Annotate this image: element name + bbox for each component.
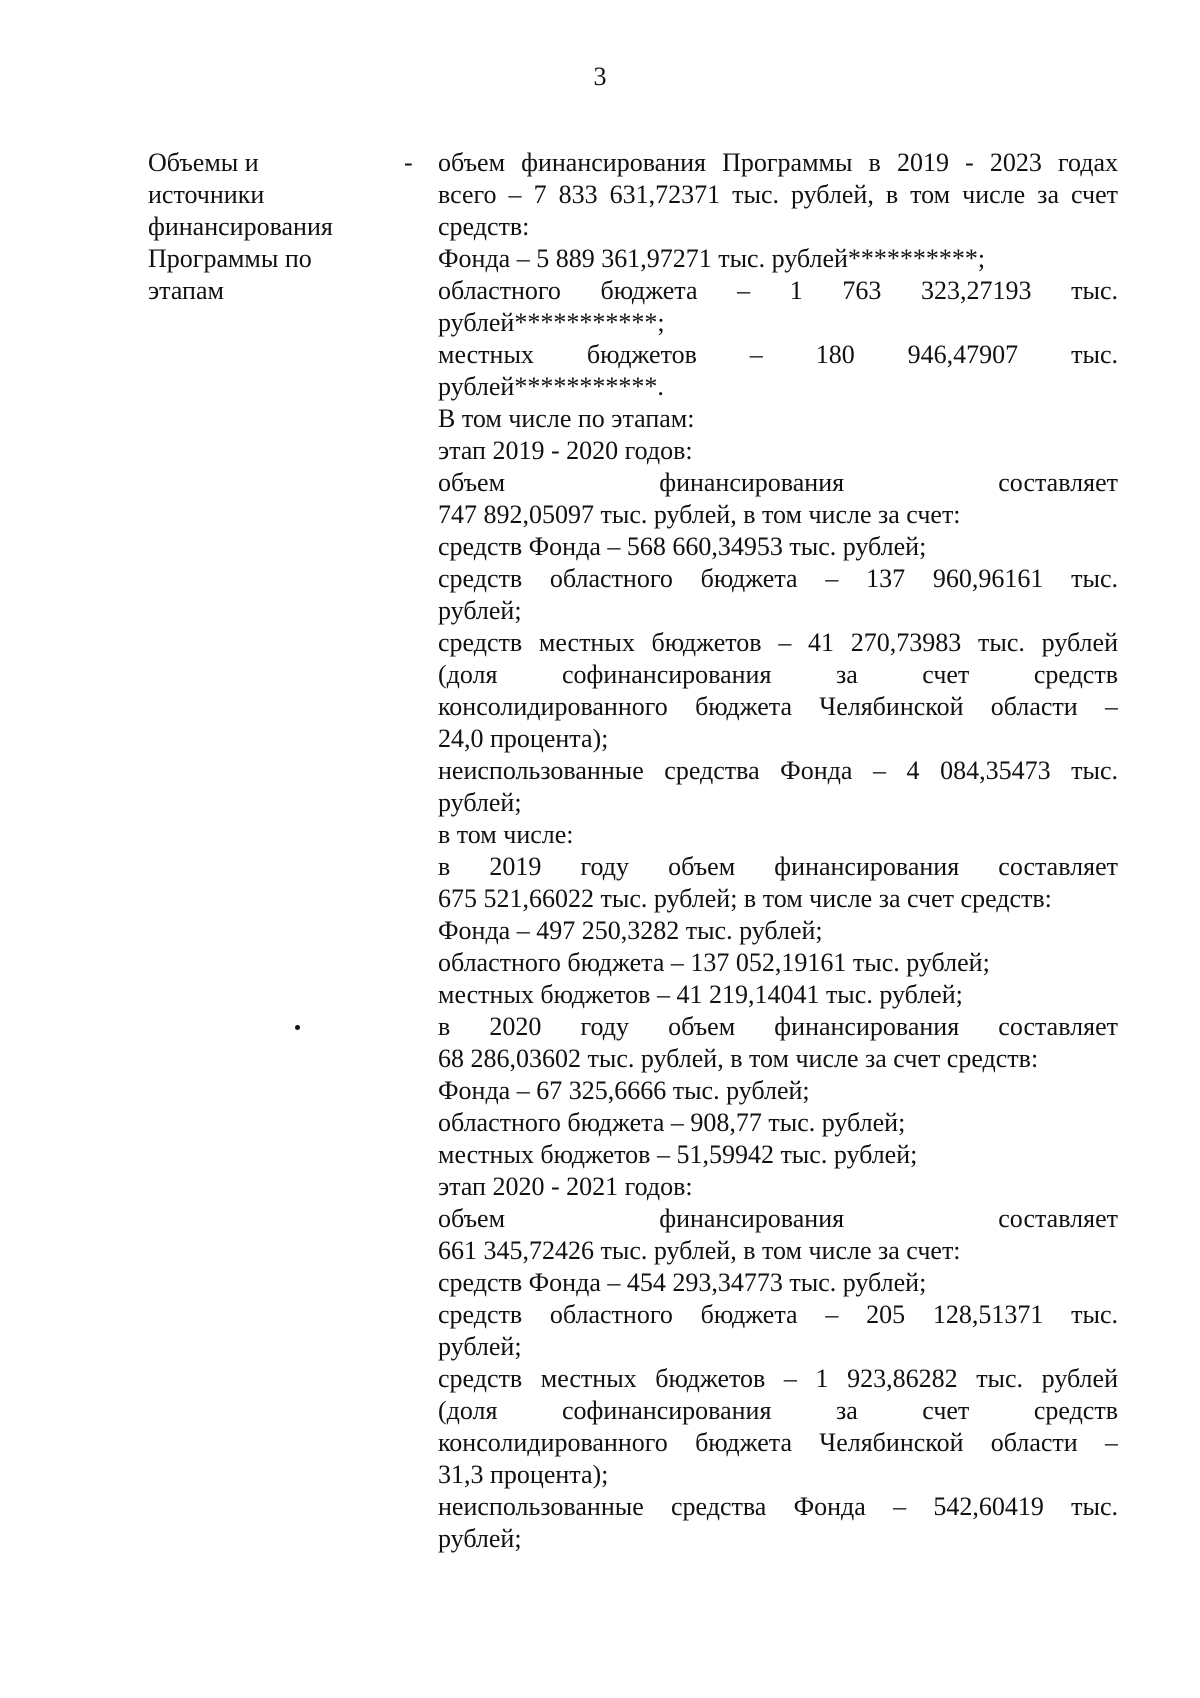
section-heading-line: источники [148, 180, 265, 209]
page-number: 3 [593, 62, 607, 91]
text-line: неиспользованные средства Фонда – 4 084,35473 тыс. [438, 756, 1118, 785]
text-line: консолидированного бюджета Челябинской области – [438, 692, 1118, 721]
text-line: неиспользованные средства Фонда – 542,60419 тыс. [438, 1492, 1118, 1521]
text-line: Фонда – 497 250,3282 тыс. рублей; [438, 916, 823, 945]
text-line: консолидированного бюджета Челябинской области – [438, 1428, 1118, 1457]
text-line: областного бюджета – 1 763 323,27193 тыс. [438, 276, 1118, 305]
text-line: 661 345,72426 тыс. рублей, в том числе за счет: [438, 1236, 961, 1265]
text-line: 747 892,05097 тыс. рублей, в том числе за счет: [438, 500, 961, 529]
text-line: средств местных бюджетов – 41 270,73983 тыс. рублей [438, 628, 1118, 657]
text-line: Фонда – 67 325,6666 тыс. рублей; [438, 1076, 810, 1105]
text-line: областного бюджета – 908,77 тыс. рублей; [438, 1108, 906, 1137]
text-line: средств местных бюджетов – 1 923,86282 тыс. рублей [438, 1364, 1118, 1393]
text-line: всего – 7 833 631,72371 тыс. рублей, в том числе за счет [438, 180, 1118, 209]
text-line: рублей; [438, 788, 522, 817]
section-heading-line: Программы по [148, 244, 312, 273]
text-line: в 2019 году объем финансирования составляет [438, 852, 1118, 881]
text-line: местных бюджетов – 51,59942 тыс. рублей; [438, 1140, 918, 1169]
text-line: местных бюджетов – 180 946,47907 тыс. [438, 340, 1118, 369]
text-line: объем финансирования составляет [438, 468, 1118, 497]
text-line: рублей; [438, 1332, 522, 1361]
text-line: 675 521,66022 тыс. рублей; в том числе за счет средств: [438, 884, 1052, 913]
text-line: 68 286,03602 тыс. рублей, в том числе за счет средств: [438, 1044, 1039, 1073]
text-line: рублей***********; [438, 308, 665, 337]
text-line: (доля софинансирования за счет средств [438, 660, 1118, 689]
financing-details [438, 147, 1118, 1555]
text-line: средств Фонда – 568 660,34953 тыс. рублей; [438, 532, 927, 561]
text-line: областного бюджета – 137 052,19161 тыс. рублей; [438, 948, 990, 977]
text-line: 24,0 процента); [438, 724, 609, 753]
section-heading-line: этапам [148, 276, 224, 305]
text-line: 31,3 процента); [438, 1460, 609, 1489]
section-heading-line: Объемы и [148, 148, 259, 177]
text-line: средств областного бюджета – 205 128,51371 тыс. [438, 1300, 1118, 1329]
text-line: в том числе: [438, 820, 574, 849]
list-dash: - [404, 148, 413, 177]
text-line: рублей; [438, 596, 522, 625]
text-line: Фонда – 5 889 361,97271 тыс. рублей**********; [438, 244, 986, 273]
text-line: в 2020 году объем финансирования составляет [438, 1012, 1118, 1041]
scan-artifact-dot [295, 1025, 300, 1030]
text-line: объем финансирования составляет [438, 1204, 1118, 1233]
text-line: В том числе по этапам: [438, 404, 695, 433]
text-line: средств: [438, 212, 530, 241]
text-line: этап 2020 - 2021 годов: [438, 1172, 693, 1201]
text-line: этап 2019 - 2020 годов: [438, 436, 693, 465]
text-line: местных бюджетов – 41 219,14041 тыс. рублей; [438, 980, 963, 1009]
text-line: объем финансирования Программы в 2019 - 2023 годах [438, 148, 1118, 177]
text-line: средств Фонда – 454 293,34773 тыс. рублей; [438, 1268, 927, 1297]
text-line: средств областного бюджета – 137 960,96161 тыс. [438, 564, 1118, 593]
text-line: рублей; [438, 1524, 522, 1553]
section-heading-line: финансирования [148, 212, 333, 241]
text-line: рублей***********. [438, 372, 664, 401]
section-heading [148, 147, 378, 307]
text-line: (доля софинансирования за счет средств [438, 1396, 1118, 1425]
